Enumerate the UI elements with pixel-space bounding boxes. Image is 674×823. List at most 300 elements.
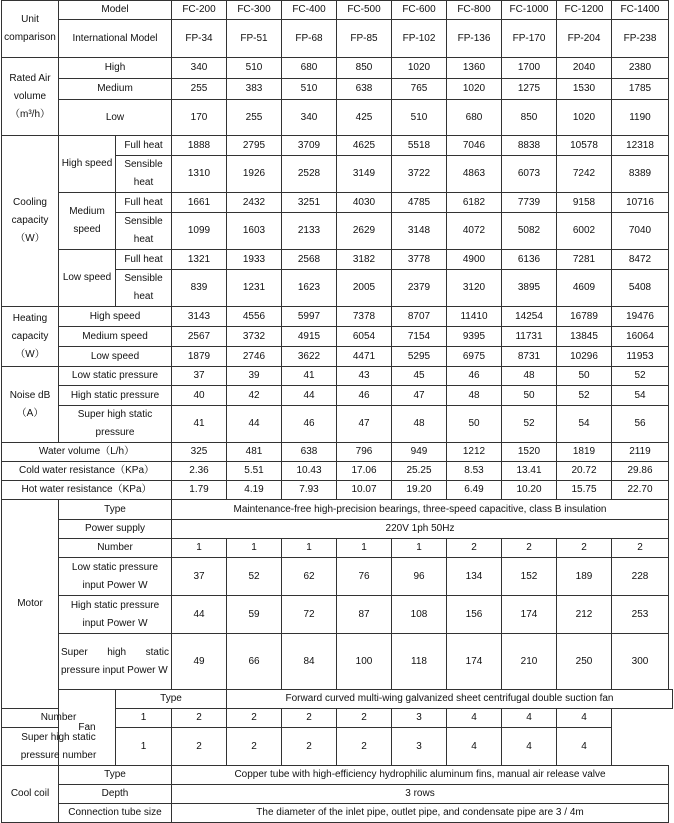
table-row bbox=[2, 634, 673, 690]
cooling-capacity-value: 6073 bbox=[502, 156, 557, 193]
air-volume-value: 1530 bbox=[557, 79, 612, 100]
air-volume-value: 340 bbox=[282, 100, 337, 136]
noise-value: 48 bbox=[502, 367, 557, 386]
cooling-capacity-label: Cooling capacity（W） bbox=[2, 136, 59, 307]
cooling-capacity-value: 8472 bbox=[612, 250, 669, 270]
motor-power-value: 212 bbox=[557, 596, 612, 634]
hot-water-resistance-value: 15.75 bbox=[557, 481, 612, 500]
table-row bbox=[2, 709, 673, 728]
table-row bbox=[2, 136, 673, 156]
cooling-capacity-value: 8389 bbox=[612, 156, 669, 193]
heating-capacity-label: Heating capacity（W） bbox=[2, 307, 59, 367]
motor-power-value: 210 bbox=[502, 634, 557, 690]
international-model-name: FP-238 bbox=[612, 20, 669, 58]
cooling-capacity-value: 3709 bbox=[282, 136, 337, 156]
motor-power-value: 44 bbox=[172, 596, 227, 634]
cooling-capacity-value: 1623 bbox=[282, 270, 337, 307]
water-volume-value: 638 bbox=[282, 443, 337, 462]
air-volume-value: 2380 bbox=[612, 58, 669, 79]
motor-power-value: 72 bbox=[282, 596, 337, 634]
hot-water-resistance-value: 10.07 bbox=[337, 481, 392, 500]
table-row bbox=[2, 20, 673, 58]
connection-tube-value: The diameter of the inlet pipe, outlet pipe, and condensate pipe are 3 / 4m bbox=[172, 804, 669, 823]
air-volume-value: 638 bbox=[337, 79, 392, 100]
heating-capacity-value: 9395 bbox=[447, 327, 502, 347]
fan-super-high-value: 4 bbox=[557, 728, 612, 766]
heating-capacity-value: 19476 bbox=[612, 307, 669, 327]
cooling-capacity-value: 4030 bbox=[337, 193, 392, 213]
cooling-capacity-value: 6136 bbox=[502, 250, 557, 270]
air-volume-value: 1020 bbox=[392, 58, 447, 79]
cooling-heat-type-label: Full heat bbox=[116, 250, 172, 270]
hot-water-resistance-label: Hot water resistance（KPa） bbox=[2, 481, 172, 500]
air-volume-value: 1020 bbox=[557, 100, 612, 136]
heating-speed-label: High speed bbox=[59, 307, 172, 327]
cold-water-resistance-value: 10.43 bbox=[282, 462, 337, 481]
noise-value: 45 bbox=[392, 367, 447, 386]
noise-value: 54 bbox=[612, 386, 669, 406]
fan-number-value: 4 bbox=[557, 709, 612, 728]
motor-power-value: 100 bbox=[337, 634, 392, 690]
noise-value: 48 bbox=[447, 386, 502, 406]
cooling-capacity-value: 8838 bbox=[502, 136, 557, 156]
hot-water-resistance-value: 4.19 bbox=[227, 481, 282, 500]
heating-capacity-value: 2746 bbox=[227, 347, 282, 367]
motor-power-value: 300 bbox=[612, 634, 669, 690]
motor-power-value: 62 bbox=[282, 558, 337, 596]
table-row bbox=[2, 386, 673, 406]
table-row bbox=[2, 347, 673, 367]
motor-number-value: 1 bbox=[282, 539, 337, 558]
heating-capacity-value: 16789 bbox=[557, 307, 612, 327]
cooling-capacity-value: 2432 bbox=[227, 193, 282, 213]
model-name: FC-500 bbox=[337, 1, 392, 20]
air-volume-value: 510 bbox=[282, 79, 337, 100]
cooling-capacity-value: 2379 bbox=[392, 270, 447, 307]
fan-super-high-value: 2 bbox=[172, 728, 227, 766]
noise-value: 47 bbox=[392, 386, 447, 406]
fan-super-high-value: 2 bbox=[282, 728, 337, 766]
motor-power-value: 250 bbox=[557, 634, 612, 690]
noise-value: 52 bbox=[612, 367, 669, 386]
table-row bbox=[2, 520, 673, 539]
noise-value: 46 bbox=[447, 367, 502, 386]
motor-power-label: Low static pressure input Power W bbox=[59, 558, 172, 596]
heating-capacity-value: 8707 bbox=[392, 307, 447, 327]
model-name: FC-200 bbox=[172, 1, 227, 20]
motor-power-value: 156 bbox=[447, 596, 502, 634]
noise-value: 39 bbox=[227, 367, 282, 386]
cooling-capacity-value: 3182 bbox=[337, 250, 392, 270]
model-name: FC-1400 bbox=[612, 1, 669, 20]
fan-super-high-value: 1 bbox=[116, 728, 172, 766]
heating-capacity-value: 2567 bbox=[172, 327, 227, 347]
motor-number-value: 2 bbox=[557, 539, 612, 558]
table-row bbox=[2, 327, 673, 347]
international-model-name: FP-136 bbox=[447, 20, 502, 58]
water-volume-value: 949 bbox=[392, 443, 447, 462]
air-volume-value: 1020 bbox=[447, 79, 502, 100]
cooling-speed-label: High speed bbox=[59, 136, 116, 193]
cooling-capacity-value: 1321 bbox=[172, 250, 227, 270]
cold-water-resistance-value: 20.72 bbox=[557, 462, 612, 481]
heating-capacity-value: 7154 bbox=[392, 327, 447, 347]
power-supply-value: 220V 1ph 50Hz bbox=[172, 520, 669, 539]
noise-value: 50 bbox=[447, 406, 502, 443]
noise-value: 52 bbox=[557, 386, 612, 406]
model-name: FC-1000 bbox=[502, 1, 557, 20]
heating-capacity-value: 3143 bbox=[172, 307, 227, 327]
fan-type-label: Type bbox=[116, 690, 227, 709]
noise-value: 47 bbox=[337, 406, 392, 443]
cooling-capacity-value: 10578 bbox=[557, 136, 612, 156]
air-volume-value: 510 bbox=[227, 58, 282, 79]
cooling-capacity-value: 3895 bbox=[502, 270, 557, 307]
motor-power-value: 49 bbox=[172, 634, 227, 690]
noise-value: 44 bbox=[227, 406, 282, 443]
cooling-capacity-value: 839 bbox=[172, 270, 227, 307]
hot-water-resistance-value: 19.20 bbox=[392, 481, 447, 500]
table-row bbox=[2, 804, 673, 823]
unit-comparison-label: Unit comparison bbox=[2, 1, 59, 58]
motor-number-value: 1 bbox=[337, 539, 392, 558]
cold-water-resistance-value: 17.06 bbox=[337, 462, 392, 481]
water-volume-value: 1819 bbox=[557, 443, 612, 462]
air-volume-value: 1360 bbox=[447, 58, 502, 79]
air-volume-value: 383 bbox=[227, 79, 282, 100]
heating-capacity-value: 6975 bbox=[447, 347, 502, 367]
noise-pressure-label: Low static pressure bbox=[59, 367, 172, 386]
international-model-name: FP-170 bbox=[502, 20, 557, 58]
table-row bbox=[2, 58, 673, 79]
table-row bbox=[2, 367, 673, 386]
international-model-name: FP-204 bbox=[557, 20, 612, 58]
cold-water-resistance-value: 13.41 bbox=[502, 462, 557, 481]
cooling-capacity-value: 6182 bbox=[447, 193, 502, 213]
table-row bbox=[2, 690, 673, 709]
noise-value: 40 bbox=[172, 386, 227, 406]
noise-value: 54 bbox=[557, 406, 612, 443]
cold-water-resistance-value: 5.51 bbox=[227, 462, 282, 481]
table-row bbox=[2, 766, 673, 785]
motor-power-value: 52 bbox=[227, 558, 282, 596]
coil-type-value: Copper tube with high-efficiency hydrophilic aluminum fins, manual air release valve bbox=[172, 766, 669, 785]
cooling-capacity-value: 2528 bbox=[282, 156, 337, 193]
cold-water-resistance-value: 29.86 bbox=[612, 462, 669, 481]
table-row bbox=[2, 250, 673, 270]
air-volume-value: 850 bbox=[337, 58, 392, 79]
water-volume-value: 2119 bbox=[612, 443, 669, 462]
air-volume-value: 680 bbox=[447, 100, 502, 136]
noise-value: 43 bbox=[337, 367, 392, 386]
motor-number-value: 2 bbox=[612, 539, 669, 558]
cooling-heat-type-label: Full heat bbox=[116, 136, 172, 156]
table-row bbox=[2, 100, 673, 136]
heating-capacity-value: 6054 bbox=[337, 327, 392, 347]
heating-capacity-value: 13845 bbox=[557, 327, 612, 347]
coil-depth-value: 3 rows bbox=[172, 785, 669, 804]
noise-value: 41 bbox=[172, 406, 227, 443]
noise-value: 50 bbox=[502, 386, 557, 406]
table-row bbox=[2, 79, 673, 100]
cooling-capacity-value: 2005 bbox=[337, 270, 392, 307]
noise-value: 37 bbox=[172, 367, 227, 386]
motor-power-value: 66 bbox=[227, 634, 282, 690]
motor-power-value: 87 bbox=[337, 596, 392, 634]
coil-depth-label: Depth bbox=[59, 785, 172, 804]
cooling-capacity-value: 7281 bbox=[557, 250, 612, 270]
cooling-capacity-value: 4863 bbox=[447, 156, 502, 193]
hot-water-resistance-value: 7.93 bbox=[282, 481, 337, 500]
cooling-speed-label: Low speed bbox=[59, 250, 116, 307]
water-volume-value: 1212 bbox=[447, 443, 502, 462]
cooling-capacity-value: 7242 bbox=[557, 156, 612, 193]
air-volume-value: 510 bbox=[392, 100, 447, 136]
motor-number-value: 2 bbox=[447, 539, 502, 558]
table-row bbox=[2, 481, 673, 500]
fan-number-value: 1 bbox=[116, 709, 172, 728]
heating-speed-label: Low speed bbox=[59, 347, 172, 367]
cooling-speed-label: Medium speed bbox=[59, 193, 116, 250]
international-model-name: FP-51 bbox=[227, 20, 282, 58]
cold-water-resistance-value: 8.53 bbox=[447, 462, 502, 481]
motor-power-value: 76 bbox=[337, 558, 392, 596]
motor-power-value: 152 bbox=[502, 558, 557, 596]
water-volume-value: 796 bbox=[337, 443, 392, 462]
air-volume-value: 1190 bbox=[612, 100, 669, 136]
cooling-capacity-value: 3149 bbox=[337, 156, 392, 193]
table-row bbox=[2, 307, 673, 327]
fan-number-value: 2 bbox=[227, 709, 282, 728]
noise-value: 48 bbox=[392, 406, 447, 443]
fan-number-value: 3 bbox=[392, 709, 447, 728]
motor-type-label: Type bbox=[59, 500, 172, 520]
model-name: FC-1200 bbox=[557, 1, 612, 20]
international-model-name: FP-85 bbox=[337, 20, 392, 58]
fan-number-value: 2 bbox=[337, 709, 392, 728]
table-body bbox=[2, 1, 673, 823]
cooling-capacity-value: 4625 bbox=[337, 136, 392, 156]
air-volume-value: 340 bbox=[172, 58, 227, 79]
cooling-heat-type-label: Sensible heat bbox=[116, 156, 172, 193]
fan-super-high-value: 2 bbox=[227, 728, 282, 766]
table-row bbox=[2, 728, 673, 766]
cooling-capacity-value: 1661 bbox=[172, 193, 227, 213]
international-model-name: FP-102 bbox=[392, 20, 447, 58]
noise-value: 42 bbox=[227, 386, 282, 406]
model-header: Model bbox=[59, 1, 172, 20]
heating-capacity-value: 3622 bbox=[282, 347, 337, 367]
fan-number-value: 4 bbox=[502, 709, 557, 728]
cooling-capacity-value: 5518 bbox=[392, 136, 447, 156]
specification-table bbox=[1, 0, 673, 823]
model-name: FC-400 bbox=[282, 1, 337, 20]
air-volume-speed-label: High bbox=[59, 58, 172, 79]
table-row bbox=[2, 193, 673, 213]
air-volume-value: 1785 bbox=[612, 79, 669, 100]
cooling-capacity-value: 2133 bbox=[282, 213, 337, 250]
cooling-capacity-value: 1888 bbox=[172, 136, 227, 156]
cooling-capacity-value: 10716 bbox=[612, 193, 669, 213]
cooling-heat-type-label: Sensible heat bbox=[116, 213, 172, 250]
table-row bbox=[2, 785, 673, 804]
cool-coil-label: Cool coil bbox=[2, 766, 59, 823]
cooling-capacity-value: 1310 bbox=[172, 156, 227, 193]
table-row bbox=[2, 462, 673, 481]
model-name: FC-300 bbox=[227, 1, 282, 20]
table-row bbox=[2, 1, 673, 20]
fan-number-value: 2 bbox=[172, 709, 227, 728]
table-row bbox=[2, 558, 673, 596]
heating-capacity-value: 8731 bbox=[502, 347, 557, 367]
motor-number-label: Number bbox=[59, 539, 172, 558]
hot-water-resistance-value: 6.49 bbox=[447, 481, 502, 500]
cooling-capacity-value: 4900 bbox=[447, 250, 502, 270]
motor-power-value: 134 bbox=[447, 558, 502, 596]
cold-water-resistance-value: 25.25 bbox=[392, 462, 447, 481]
air-volume-value: 255 bbox=[227, 100, 282, 136]
cooling-capacity-value: 5408 bbox=[612, 270, 669, 307]
heating-capacity-value: 16064 bbox=[612, 327, 669, 347]
air-volume-value: 850 bbox=[502, 100, 557, 136]
model-name: FC-800 bbox=[447, 1, 502, 20]
international-model-name: FP-34 bbox=[172, 20, 227, 58]
cooling-capacity-value: 6002 bbox=[557, 213, 612, 250]
air-volume-label: Rated Air volume（m³/h） bbox=[2, 58, 59, 136]
motor-label: Motor bbox=[2, 500, 59, 709]
air-volume-value: 680 bbox=[282, 58, 337, 79]
air-volume-value: 1275 bbox=[502, 79, 557, 100]
table-row bbox=[2, 443, 673, 462]
cooling-capacity-value: 4072 bbox=[447, 213, 502, 250]
heating-capacity-value: 11410 bbox=[447, 307, 502, 327]
heating-speed-label: Medium speed bbox=[59, 327, 172, 347]
noise-value: 52 bbox=[502, 406, 557, 443]
motor-power-value: 108 bbox=[392, 596, 447, 634]
noise-pressure-label: Super high static pressure bbox=[59, 406, 172, 443]
cooling-capacity-value: 1099 bbox=[172, 213, 227, 250]
water-volume-label: Water volume（L/h） bbox=[2, 443, 172, 462]
cooling-capacity-value: 2795 bbox=[227, 136, 282, 156]
cooling-capacity-value: 4785 bbox=[392, 193, 447, 213]
air-volume-value: 255 bbox=[172, 79, 227, 100]
hot-water-resistance-value: 10.20 bbox=[502, 481, 557, 500]
air-volume-value: 765 bbox=[392, 79, 447, 100]
cooling-capacity-value: 4609 bbox=[557, 270, 612, 307]
cooling-heat-type-label: Full heat bbox=[116, 193, 172, 213]
table-row bbox=[2, 406, 673, 443]
table-row bbox=[2, 596, 673, 634]
cooling-capacity-value: 5082 bbox=[502, 213, 557, 250]
noise-value: 41 bbox=[282, 367, 337, 386]
cooling-capacity-value: 7040 bbox=[612, 213, 669, 250]
fan-label: Fan bbox=[59, 690, 116, 766]
noise-value: 46 bbox=[337, 386, 392, 406]
hot-water-resistance-value: 22.70 bbox=[612, 481, 669, 500]
air-volume-value: 1700 bbox=[502, 58, 557, 79]
fan-number-label: Number bbox=[2, 709, 116, 728]
fan-number-value: 4 bbox=[447, 709, 502, 728]
cooling-capacity-value: 3148 bbox=[392, 213, 447, 250]
fan-type-value: Forward curved multi-wing galvanized sheet centrifugal double suction fan bbox=[227, 690, 673, 709]
motor-power-label: High static pressure input Power W bbox=[59, 596, 172, 634]
motor-type-value: Maintenance-free high-precision bearings, three-speed capacitive, class B insulation bbox=[172, 500, 669, 520]
motor-power-value: 174 bbox=[447, 634, 502, 690]
heating-capacity-value: 11953 bbox=[612, 347, 669, 367]
fan-super-high-value: 2 bbox=[337, 728, 392, 766]
motor-power-value: 84 bbox=[282, 634, 337, 690]
coil-type-label: Type bbox=[59, 766, 172, 785]
cooling-capacity-value: 1926 bbox=[227, 156, 282, 193]
fan-super-high-value: 4 bbox=[502, 728, 557, 766]
heating-capacity-value: 4915 bbox=[282, 327, 337, 347]
heating-capacity-value: 7378 bbox=[337, 307, 392, 327]
connection-tube-label: Connection tube size bbox=[59, 804, 172, 823]
noise-value: 50 bbox=[557, 367, 612, 386]
noise-value: 56 bbox=[612, 406, 669, 443]
table-row bbox=[2, 500, 673, 520]
heating-capacity-value: 4556 bbox=[227, 307, 282, 327]
motor-number-value: 1 bbox=[227, 539, 282, 558]
cooling-capacity-value: 2568 bbox=[282, 250, 337, 270]
heating-capacity-value: 11731 bbox=[502, 327, 557, 347]
international-model-name: FP-68 bbox=[282, 20, 337, 58]
noise-label: Noise dB（A） bbox=[2, 367, 59, 443]
air-volume-speed-label: Medium bbox=[59, 79, 172, 100]
motor-number-value: 1 bbox=[392, 539, 447, 558]
motor-power-value: 59 bbox=[227, 596, 282, 634]
cooling-capacity-value: 12318 bbox=[612, 136, 669, 156]
heating-capacity-value: 1879 bbox=[172, 347, 227, 367]
motor-number-value: 2 bbox=[502, 539, 557, 558]
cooling-capacity-value: 1933 bbox=[227, 250, 282, 270]
noise-value: 44 bbox=[282, 386, 337, 406]
cooling-capacity-value: 7046 bbox=[447, 136, 502, 156]
motor-power-value: 189 bbox=[557, 558, 612, 596]
air-volume-value: 2040 bbox=[557, 58, 612, 79]
water-volume-value: 325 bbox=[172, 443, 227, 462]
motor-power-value: 118 bbox=[392, 634, 447, 690]
cooling-capacity-value: 1603 bbox=[227, 213, 282, 250]
heating-capacity-value: 5295 bbox=[392, 347, 447, 367]
heating-capacity-value: 14254 bbox=[502, 307, 557, 327]
heating-capacity-value: 4471 bbox=[337, 347, 392, 367]
table-row bbox=[2, 539, 673, 558]
air-volume-value: 170 bbox=[172, 100, 227, 136]
motor-power-value: 174 bbox=[502, 596, 557, 634]
cooling-capacity-value: 9158 bbox=[557, 193, 612, 213]
cooling-capacity-value: 3120 bbox=[447, 270, 502, 307]
motor-power-value: 96 bbox=[392, 558, 447, 596]
cooling-capacity-value: 2629 bbox=[337, 213, 392, 250]
air-volume-value: 425 bbox=[337, 100, 392, 136]
cooling-capacity-value: 1231 bbox=[227, 270, 282, 307]
cooling-capacity-value: 7739 bbox=[502, 193, 557, 213]
fan-super-high-label: Super high static pressure number bbox=[2, 728, 116, 766]
motor-power-value: 228 bbox=[612, 558, 669, 596]
motor-power-value: 37 bbox=[172, 558, 227, 596]
fan-super-high-value: 3 bbox=[392, 728, 447, 766]
fan-super-high-value: 4 bbox=[447, 728, 502, 766]
air-volume-speed-label: Low bbox=[59, 100, 172, 136]
model-name: FC-600 bbox=[392, 1, 447, 20]
heating-capacity-value: 10296 bbox=[557, 347, 612, 367]
motor-number-value: 1 bbox=[172, 539, 227, 558]
water-volume-value: 1520 bbox=[502, 443, 557, 462]
cooling-capacity-value: 3778 bbox=[392, 250, 447, 270]
cold-water-resistance-value: 2.36 bbox=[172, 462, 227, 481]
heating-capacity-value: 5997 bbox=[282, 307, 337, 327]
